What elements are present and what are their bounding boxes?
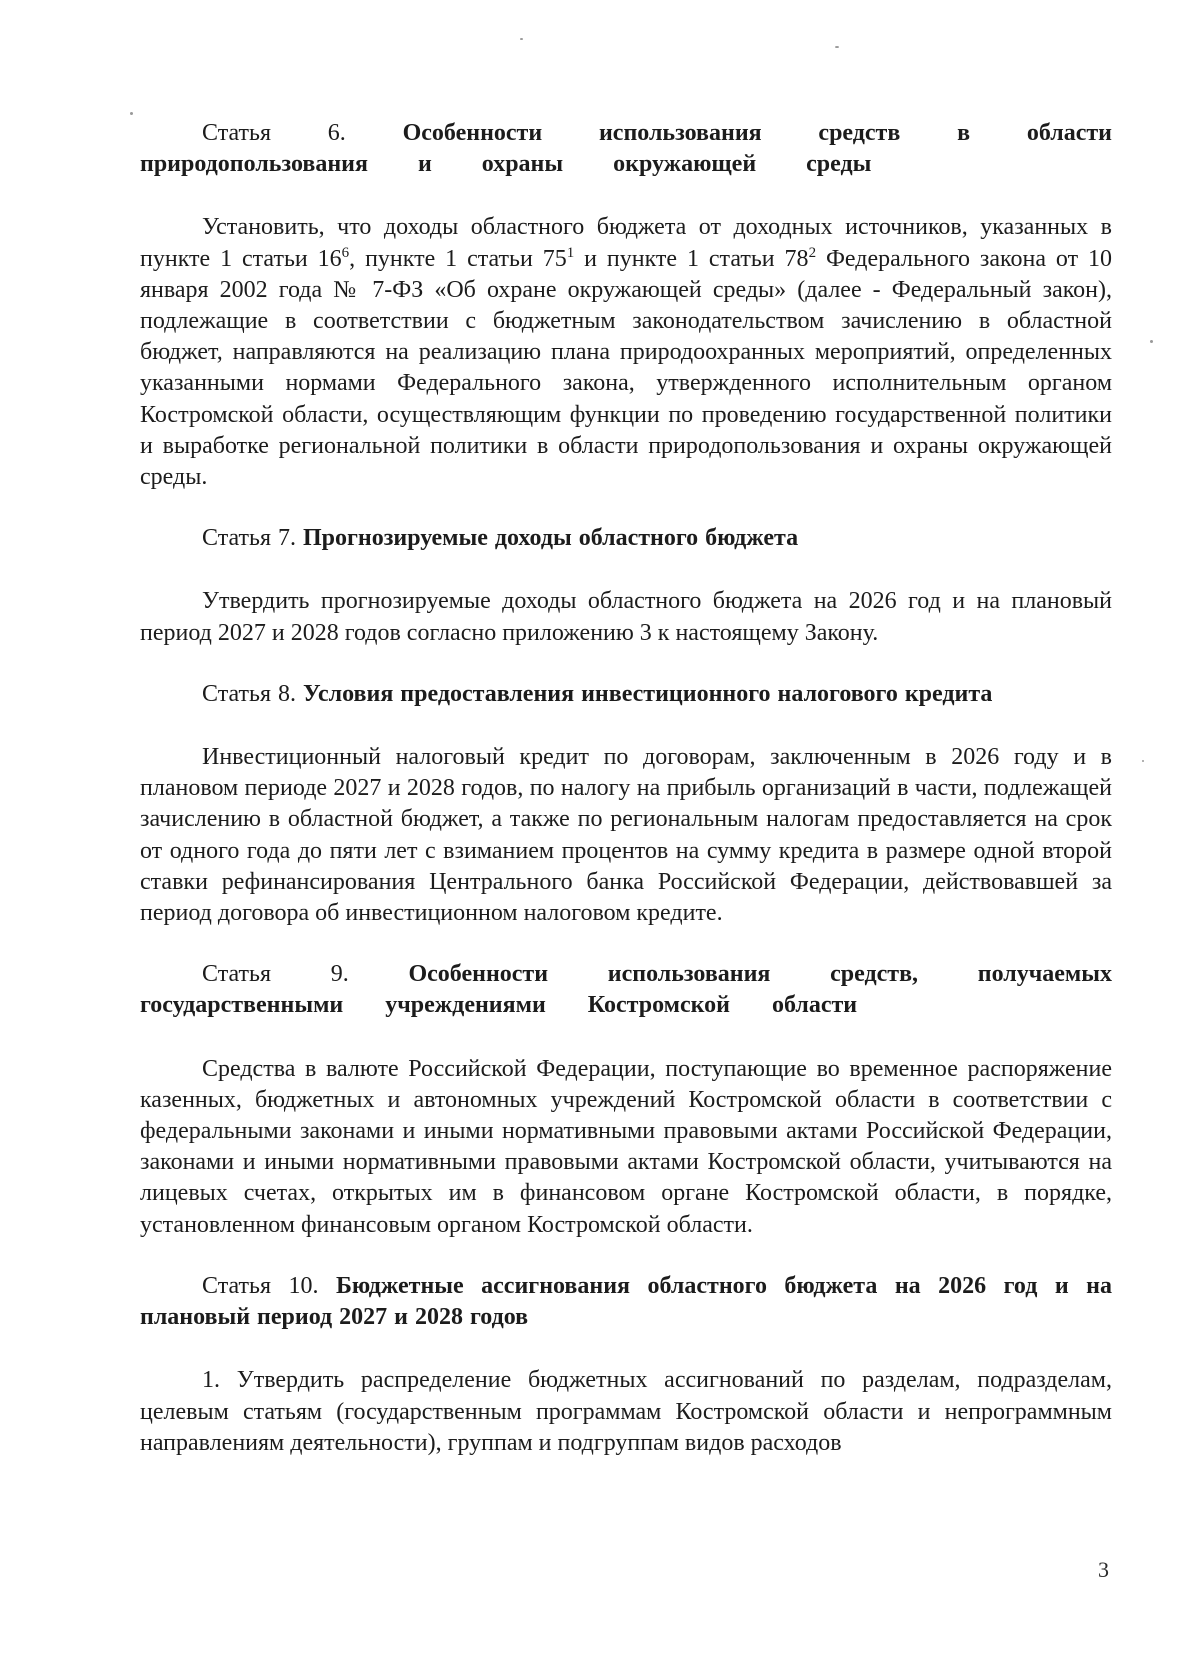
- document-page: [140, 118, 1112, 1459]
- article-heading-7: [140, 523, 1112, 554]
- page-number: 3: [1098, 1557, 1109, 1582]
- article-title: Бюджетные ассигнования областного бюджета на 2026 год и на плановый период 2027 и 2028 годов: [140, 1272, 1113, 1331]
- article-paragraph: Утвердить прогнозируемые доходы областного бюджета на 2026 год и на плановый период 2027 и 2028 годов согласно приложению 3 к настоящему Закону.: [140, 588, 1112, 646]
- scan-speck: [1150, 340, 1153, 343]
- article-label: Статья 10.: [202, 1272, 319, 1299]
- article-title: Прогнозируемые доходы областного бюджета: [302, 525, 799, 552]
- article-label: Статья 6.: [202, 120, 346, 146]
- article-heading-9: [140, 959, 1112, 1021]
- article-label: Статья 7.: [202, 525, 296, 552]
- article-label: Статья 9.: [202, 961, 349, 988]
- article-paragraph: Установить, что доходы областного бюджета от доходных источников, указанных в пункте 1 статьи $16^6$, пункте 1 статьи $75^1$ и пункте 1 статьи $78^2$ Федерального закона от 10 января 2002 года № 7-ФЗ «Об охране окружающей среды» (далее - Федеральный закон), подлежащие в соответствии с бюджетным законодательством зачислению в областной бюджет, направляются на реализацию плана природоохранных мероприятий, определенных указанными нормами Федерального закона, утвержденного исполнительным органом Костромской области, осуществляющим функции по проведению государственной политики и выработке региональной политики в области природопользования и охраны окружающей среды.: [140, 214, 1112, 491]
- article-label: Статья 8.: [202, 680, 296, 707]
- article-title: Особенности использования средств в области природопользования и охраны окружающей среды: [140, 120, 1113, 178]
- article-heading-6: [140, 118, 1112, 180]
- scan-speck: [835, 46, 839, 48]
- scan-speck: [520, 38, 523, 40]
- article-title: Особенности использования средств, получаемых государственными учреждениями Костромской области: [140, 961, 1113, 1019]
- article-heading-8: [140, 679, 1112, 710]
- scan-speck: [1142, 760, 1144, 762]
- article-heading-10: [140, 1271, 1112, 1333]
- article-title: Условия предоставления инвестиционного налогового кредита: [302, 680, 993, 707]
- article-paragraph: Инвестиционный налоговый кредит по договорам, заключенным в 2026 году и в плановом периоде 2027 и 2028 годов, по налогу на прибыль организаций в части, подлежащей зачислению в областной бюджет, а также по региональным налогам предоставляется на срок от одного года до пяти лет с взиманием процентов на сумму кредита в размере одной второй ставки рефинансирования Центрального банка Российской Федерации, действовавшей за период договора об инвестиционном налоговом кредите.: [140, 744, 1112, 927]
- article-paragraph: Средства в валюте Российской Федерации, поступающие во временное распоряжение казенных, бюджетных и автономных учреждений Костромской области в соответствии с федеральными законами и иными нормативными правовыми актами Российской Федерации, законами и иными нормативными правовыми актами Костромской области, учитываются на лицевых счетах, открытых им в финансовом органе Костромской области, в порядке, установленном финансовым органом Костромской области.: [140, 1055, 1112, 1238]
- article-paragraph: 1. Утвердить распределение бюджетных ассигнований по разделам, подразделам, целевым статьям (государственным программам Костромской области и непрограммным направлениям деятельности), группам и подгруппам видов расходов: [140, 1367, 1112, 1456]
- scan-speck: [130, 112, 133, 115]
